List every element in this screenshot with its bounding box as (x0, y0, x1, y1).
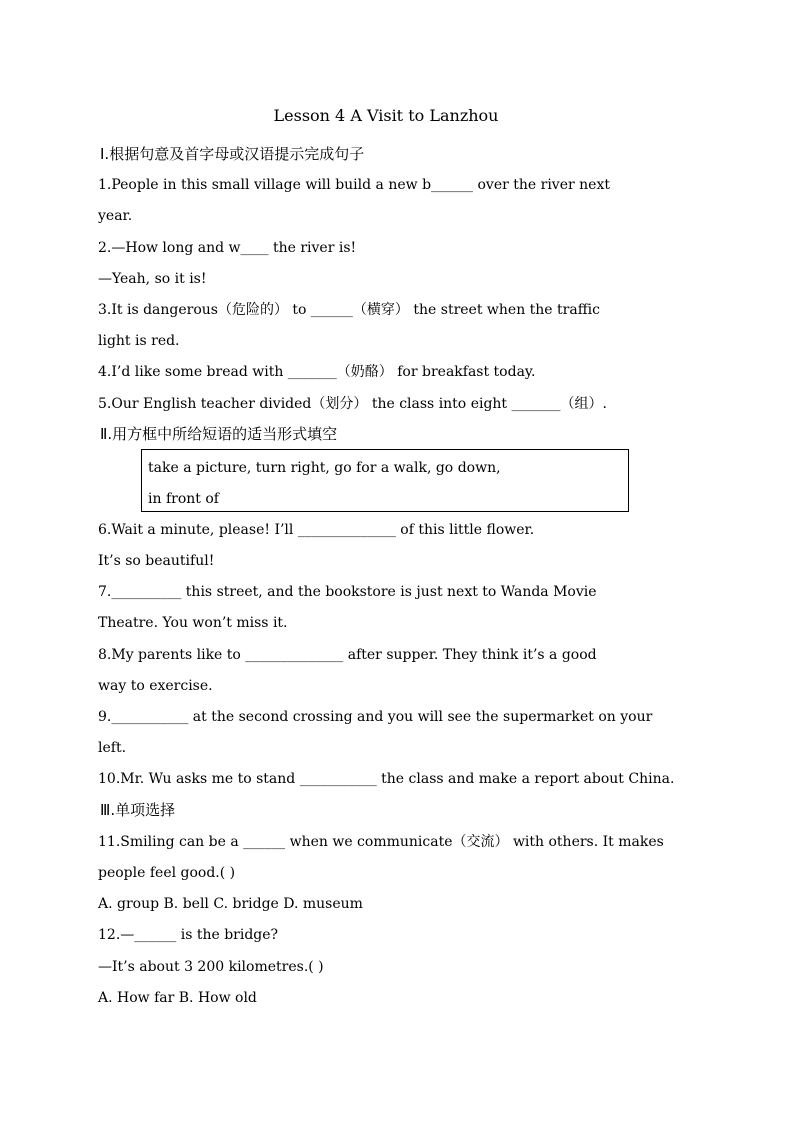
question-12-line-2: —It’s about 3 200 kilometres.( ) (98, 959, 324, 975)
question-12-line-1: 12.—______ is the bridge? (98, 927, 279, 943)
question-11-line-1: 11.Smiling can be a ______ when we communicate（交流） with others. It makes (98, 834, 664, 850)
question-3-line-2: light is red. (98, 333, 180, 349)
section-3-heading: Ⅲ.单项选择 (100, 801, 176, 819)
question-5: 5.Our English teacher divided（划分） the class into eight _______（组）. (98, 396, 607, 412)
question-1-line-2: year. (98, 208, 133, 224)
question-11-line-2: people feel good.( ) (98, 865, 236, 881)
section-1-heading: Ⅰ.根据句意及首字母或汉语提示完成句子 (100, 145, 365, 163)
question-2-line-1: 2.—How long and w____ the river is! (98, 240, 357, 256)
question-8-line-1: 8.My parents like to ______________ after supper. They think it’s a good (98, 647, 597, 663)
question-6-line-1: 6.Wait a minute, please! I’ll ______________ of this little flower. (98, 522, 535, 538)
question-9-line-2: left. (98, 740, 127, 756)
question-8-line-2: way to exercise. (98, 678, 213, 694)
question-1-line-1: 1.People in this small village will build a new b______ over the river next (98, 177, 610, 193)
question-11-options: A. group B. bell C. bridge D. museum (98, 896, 363, 912)
question-10: 10.Mr. Wu asks me to stand ___________ the class and make a report about China. (98, 771, 675, 787)
question-2-line-2: —Yeah, so it is! (98, 271, 207, 287)
question-7-line-2: Theatre. You won’t miss it. (98, 615, 288, 631)
lesson-title: Lesson 4 A Visit to Lanzhou (273, 106, 499, 125)
question-4: 4.I’d like some bread with _______（奶酪） for breakfast today. (98, 364, 536, 380)
phrase-box (141, 449, 629, 512)
question-6-line-2: It’s so beautiful! (98, 553, 215, 569)
phrase-box-line-1: take a picture, turn right, go for a walk, go down, (148, 460, 501, 476)
question-9-line-1: 9.___________ at the second crossing and you will see the supermarket on your (98, 709, 653, 725)
question-7-line-1: 7.__________ this street, and the bookstore is just next to Wanda Movie (98, 584, 597, 600)
section-2-heading: Ⅱ.用方框中所给短语的适当形式填空 (100, 425, 338, 443)
question-12-options: A. How far B. How old (98, 990, 257, 1006)
phrase-box-line-2: in front of (148, 491, 219, 507)
question-3-line-1: 3.It is dangerous（危险的） to ______（横穿） the street when the traffic (98, 302, 600, 318)
